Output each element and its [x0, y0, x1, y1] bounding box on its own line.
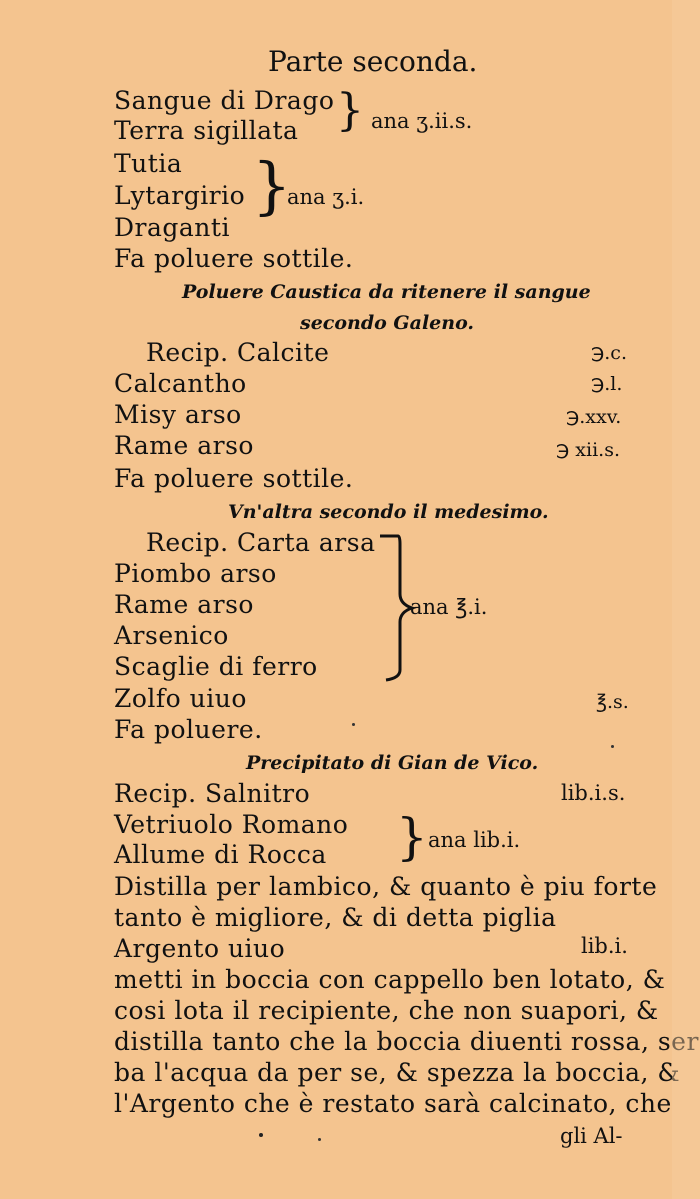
recipe-heading: Vn'altra secondo il medesimo.	[228, 501, 549, 523]
recipe-heading: Precipitato di Gian de Vico.	[246, 752, 539, 774]
ink-speck	[259, 1133, 263, 1137]
instruction-line: Fa poluere sottile.	[114, 244, 354, 273]
page-header: Parte seconda.	[268, 45, 478, 78]
ingredient-line: Recip. Salnitro	[114, 779, 311, 808]
ana-quantity: ana ʒ.ii.s.	[371, 109, 473, 133]
brace-icon: }	[396, 808, 428, 866]
ingredient-line: Allume di Rocca	[114, 840, 327, 869]
body-text-line: Distilla per lambico, & quanto è piu forte	[114, 872, 658, 901]
body-text-line: metti in boccia con cappello ben lotato, &	[114, 965, 666, 994]
ana-quantity: ana ʒ.i.	[287, 185, 365, 209]
ingredient-line: Recip. Carta arsa	[146, 528, 376, 557]
ingredient-line: Zolfo uiuo	[114, 684, 247, 713]
ink-speck	[318, 1138, 321, 1141]
ingredient-line: Sangue di Drago	[114, 86, 335, 115]
body-text-line: ba l'acqua da per se, & spezza la boccia, &	[114, 1058, 681, 1087]
ana-quantity: ana lib.i.	[428, 828, 521, 852]
ingredient-line: Terra sigillata	[114, 116, 299, 145]
ingredient-line: Draganti	[114, 213, 230, 242]
ingredient-line: Rame arso	[114, 590, 254, 619]
body-text-line: tanto è migliore, & di detta piglia	[114, 903, 557, 932]
recipe-heading: secondo Galeno.	[300, 312, 475, 334]
ana-quantity: ana ℥.i.	[410, 595, 488, 619]
ingredient-quantity: ℈.l.	[591, 373, 623, 395]
ingredient-line: Lytargirio	[114, 181, 246, 210]
body-text-line: cosi lota il recipiente, che non suapori, &	[114, 996, 659, 1025]
ingredient-line: Argento uiuo	[114, 934, 286, 963]
catchword: gli Al-	[560, 1124, 623, 1148]
instruction-line: Fa poluere.	[114, 715, 263, 744]
ingredient-quantity: lib.i.s.	[561, 781, 626, 805]
ingredient-line: Vetriuolo Romano	[114, 810, 349, 839]
ingredient-line: Calcantho	[114, 369, 247, 398]
ingredient-line: Scaglie di ferro	[114, 652, 318, 681]
brace-icon: }	[336, 85, 364, 136]
instruction-line: Fa poluere sottile.	[114, 464, 354, 493]
ingredient-quantity: lib.i.	[581, 934, 628, 958]
ingredient-quantity: ℈.c.	[591, 342, 627, 364]
ink-speck	[352, 723, 355, 726]
page-edge	[672, 0, 700, 1199]
body-text-line: l'Argento che è restato sarà calcinato, che	[114, 1089, 672, 1118]
ingredient-line: Tutia	[114, 149, 183, 178]
ingredient-line: Rame arso	[114, 431, 254, 460]
body-text-line: distilla tanto che la boccia diuenti rossa, ser	[114, 1027, 699, 1056]
ingredient-quantity: ℈ xii.s.	[556, 439, 621, 461]
ink-speck	[611, 745, 614, 748]
ingredient-quantity: ℈.xxv.	[566, 406, 622, 428]
ingredient-quantity: ℥.s.	[596, 691, 629, 713]
ingredient-line: Recip. Calcite	[146, 338, 330, 367]
brace-icon: }	[252, 149, 292, 222]
ingredient-line: Arsenico	[114, 621, 229, 650]
recipe-heading: Poluere Caustica da ritenere il sangue	[182, 281, 591, 303]
ingredient-line: Piombo arso	[114, 559, 277, 588]
ingredient-line: Misy arso	[114, 400, 242, 429]
